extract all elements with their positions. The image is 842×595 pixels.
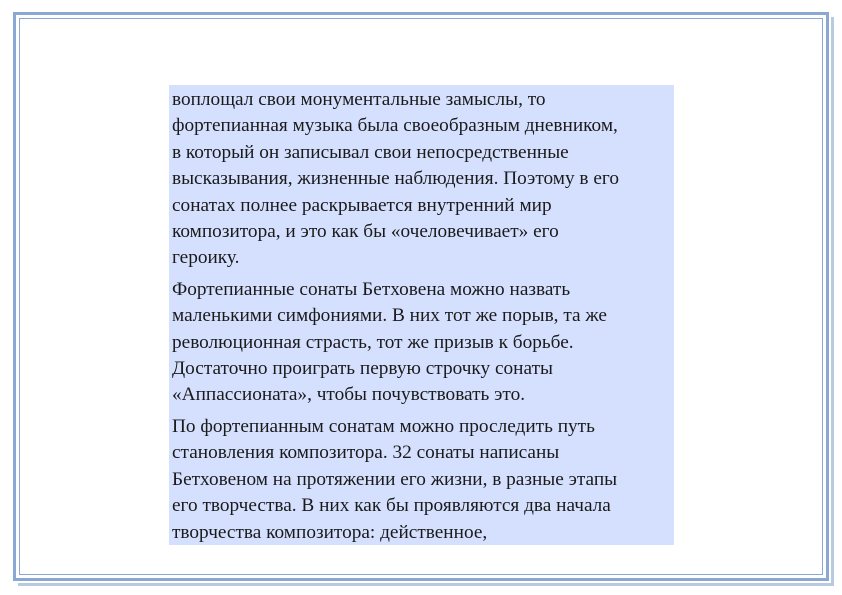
text-line: его творчества. В них как бы проявляются два начала: [172, 495, 611, 517]
text-line: Достаточно проиграть первую строчку сонаты: [172, 358, 553, 380]
text-line: маленькими симфониями. В них тот же порыв, та же: [172, 305, 607, 327]
text-line: Бетховеном на протяжении его жизни, в разные этапы: [172, 468, 618, 490]
text-line: сонатах полнее раскрывается внутренний мир: [172, 194, 552, 216]
text-line: воплощал свои монументальные замыслы, то: [172, 89, 546, 110]
text-line: фортепианная музыка была своеобразным дневником,: [172, 115, 618, 137]
text-line: героику.: [172, 247, 240, 269]
text-line: композитора, и это как бы «очеловечивает» его: [172, 221, 559, 243]
text-line: высказывания, жизненные наблюдения. Поэтому в его: [172, 168, 619, 190]
paragraph-3: [172, 414, 671, 546]
text-line: революционная страсть, тот же призыв к борьбе.: [172, 331, 574, 353]
text-line: становления композитора. 32 сонаты написаны: [172, 442, 560, 464]
text-box: [169, 85, 674, 545]
text-line: Фортепианные сонаты Бетховена можно назвать: [172, 278, 571, 300]
text-line: «Аппассионата», чтобы почувствовать это.: [172, 384, 526, 406]
paragraph-2: [172, 277, 671, 409]
text-line: творчества композитора: действенное,: [172, 521, 488, 543]
paragraph-1: [172, 87, 671, 272]
text-line: По фортепианным сонатам можно проследить путь: [172, 415, 595, 437]
text-line: в который он записывал свои непосредственные: [172, 141, 569, 163]
